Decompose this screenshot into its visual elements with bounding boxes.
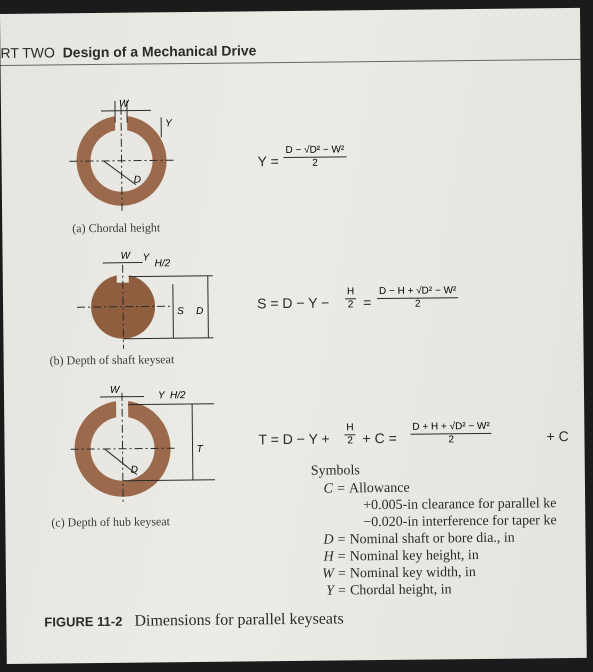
symbol-letter: H bbox=[323, 549, 334, 565]
equation-y-denominator: 2 bbox=[312, 157, 318, 169]
running-header bbox=[0, 42, 256, 61]
symbol-row bbox=[312, 580, 557, 600]
figure-number: FIGURE 11-2 bbox=[44, 613, 123, 630]
label-w: W bbox=[120, 250, 131, 262]
symbol-definition: Nominal key width, in bbox=[349, 565, 476, 582]
equation-s-h-fraction bbox=[345, 286, 356, 311]
label-t: T bbox=[196, 443, 203, 455]
diagram-shaft-keyseat bbox=[62, 244, 223, 356]
equation-t-lhs: T = D − Y + bbox=[258, 430, 330, 448]
equation-y-fraction bbox=[283, 144, 346, 170]
label-y: Y bbox=[165, 118, 172, 130]
symbol-letter: C bbox=[323, 481, 334, 497]
width-dim bbox=[101, 110, 151, 111]
chapter-title: Design of a Mechanical Drive bbox=[62, 42, 257, 61]
equation-t-numerator: D + H + √D² − W² bbox=[410, 421, 492, 435]
equation-s-denominator: 2 bbox=[414, 298, 421, 310]
equation-t-denominator: 2 bbox=[448, 434, 455, 446]
equation-t-h-den: 2 bbox=[347, 435, 353, 447]
part-label: RT TWO bbox=[0, 44, 55, 61]
symbol-definition: Nominal shaft or bore dia., in bbox=[349, 530, 515, 548]
label-w: W bbox=[118, 98, 129, 110]
top-ext bbox=[128, 404, 214, 405]
equation-s-fraction bbox=[377, 285, 459, 311]
label-s: S bbox=[177, 306, 184, 318]
equation-s-equals: = bbox=[362, 294, 372, 311]
symbols-heading: Symbols bbox=[310, 463, 360, 479]
label-y: Y bbox=[157, 390, 165, 402]
equation-s-h-num: H bbox=[345, 286, 356, 299]
equation-t-fraction bbox=[410, 421, 492, 447]
symbol-equals: = bbox=[338, 583, 347, 599]
symbol-letter: D bbox=[323, 532, 334, 548]
book-page bbox=[0, 8, 587, 664]
equation-t-h-num: H bbox=[344, 422, 355, 435]
symbol-definition: +0.005-in clearance for parallel ke bbox=[363, 496, 557, 514]
equation-y-lhs: Y = bbox=[257, 153, 279, 170]
symbol-definition: Nominal key height, in bbox=[349, 548, 479, 565]
bottom-ext bbox=[123, 338, 213, 339]
s-dim bbox=[173, 284, 174, 338]
label-w: W bbox=[109, 384, 120, 396]
symbol-letter: Y bbox=[326, 583, 335, 599]
equation-s-h-den: 2 bbox=[347, 299, 354, 311]
equation-t-mid: + C = bbox=[362, 429, 397, 447]
equation-s-numerator: D − H + √D² − W² bbox=[377, 285, 459, 299]
symbol-equals: = bbox=[337, 566, 346, 582]
equation-t-tail: + C bbox=[546, 428, 569, 445]
caption-c: (c) Depth of hub keyseat bbox=[51, 514, 171, 530]
figure-title: Dimensions for parallel keyseats bbox=[134, 610, 344, 630]
equation-s-lhs: S = D − Y − bbox=[256, 294, 330, 312]
label-h2: H/2 bbox=[154, 258, 171, 270]
equation-y-numerator: D − √D² − W² bbox=[283, 144, 346, 158]
symbols-list bbox=[311, 478, 558, 600]
diagram-hub-keyseat bbox=[64, 378, 225, 510]
t-dim bbox=[192, 404, 193, 480]
symbol-letter: W bbox=[322, 566, 334, 582]
label-y: Y bbox=[142, 252, 150, 264]
caption-b: (b) Depth of shaft keyseat bbox=[49, 352, 175, 368]
label-d: D bbox=[130, 464, 139, 476]
equation-t-h-fraction bbox=[344, 422, 355, 447]
d-dim bbox=[208, 276, 209, 338]
label-h2: H/2 bbox=[169, 390, 186, 402]
symbol-definition: Chordal height, in bbox=[349, 582, 452, 599]
diagram-chordal-height bbox=[61, 92, 202, 218]
figure-caption bbox=[44, 610, 343, 631]
caption-a: (a) Chordal height bbox=[72, 220, 161, 236]
symbol-definition: Allowance bbox=[348, 480, 410, 497]
symbol-equals: = bbox=[336, 481, 346, 497]
symbol-equals: = bbox=[337, 549, 346, 565]
label-d: D bbox=[133, 174, 142, 186]
symbol-definition: −0.020-in interference for taper ke bbox=[363, 513, 557, 531]
symbol-equals: = bbox=[337, 532, 346, 548]
top-ext bbox=[129, 276, 213, 277]
label-d: D bbox=[196, 305, 204, 317]
